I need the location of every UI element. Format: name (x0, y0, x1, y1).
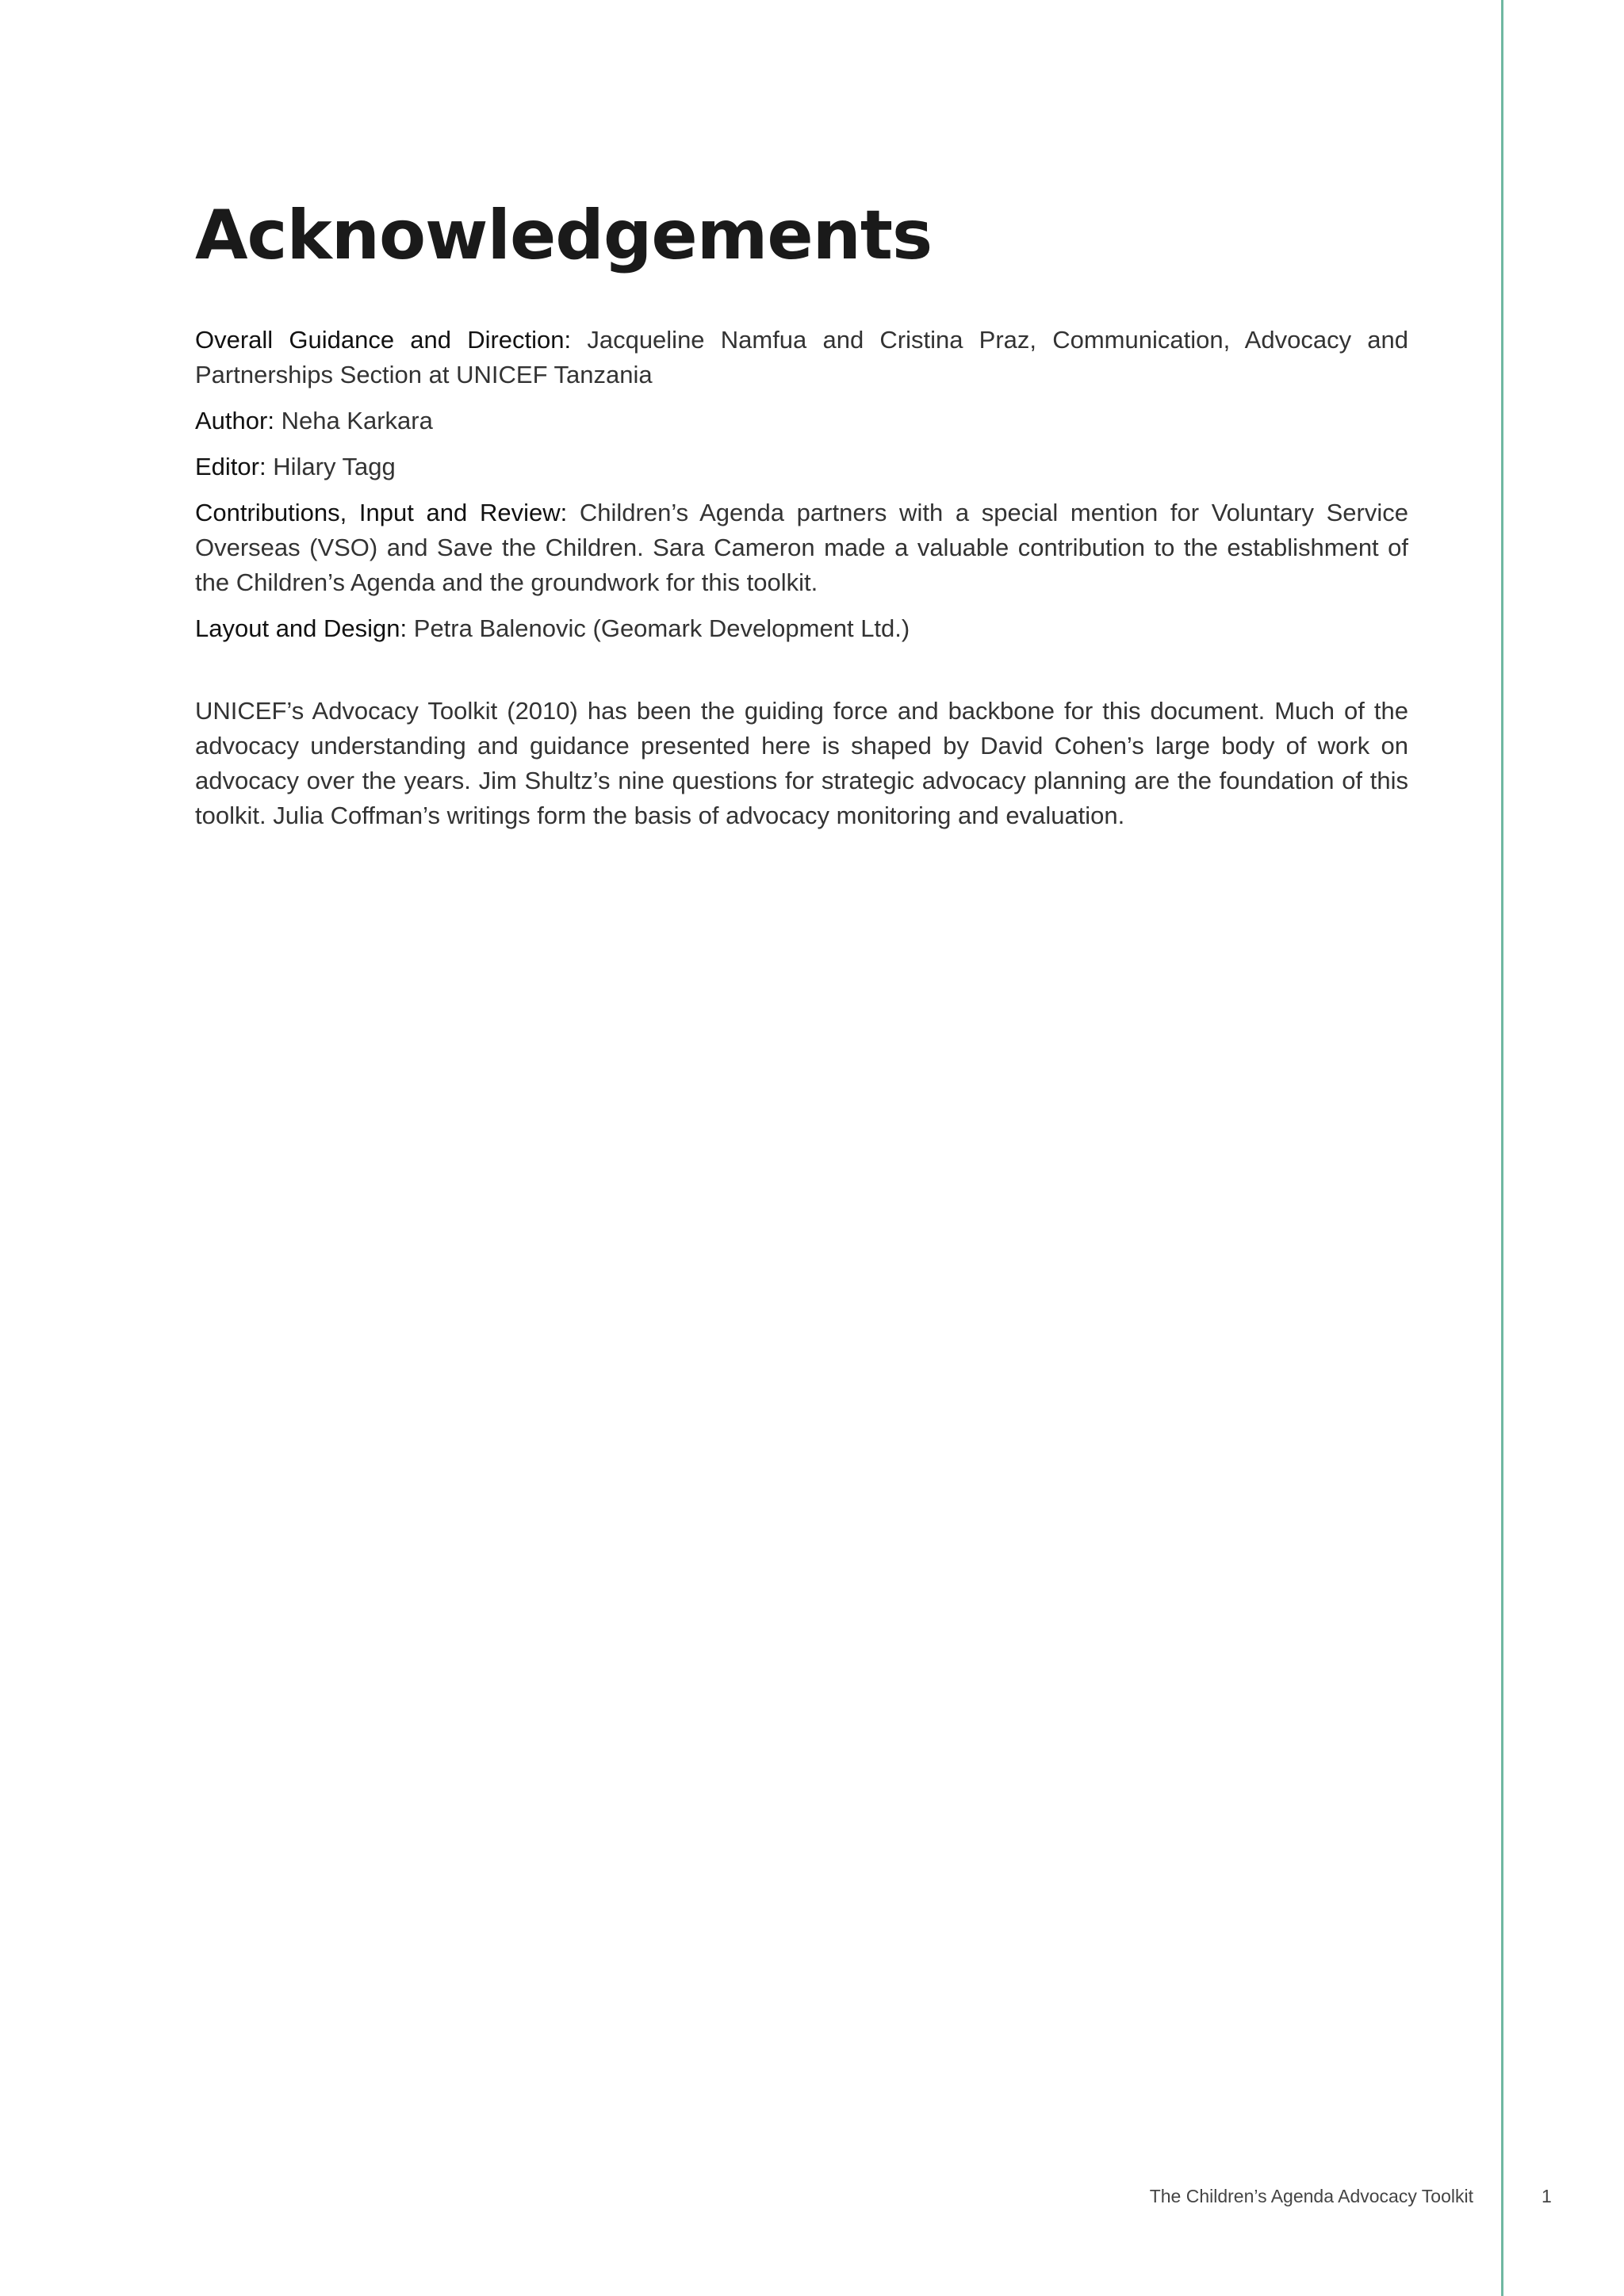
credit-author (195, 404, 1408, 438)
page-title: Acknowledgements (195, 196, 933, 275)
credit-separator: : (267, 406, 274, 434)
credit-layout-design (195, 611, 1408, 646)
credit-separator: : (564, 325, 572, 354)
credit-label: Layout and Design (195, 614, 400, 642)
footer-page-number: 1 (1542, 2186, 1552, 2206)
credit-label: Author (195, 406, 268, 434)
credit-editor (195, 450, 1408, 484)
credit-contributions (195, 496, 1408, 600)
credit-label: Contributions, Input and Review (195, 498, 561, 526)
credit-separator: : (400, 614, 408, 642)
credit-label: Overall Guidance and Direction (195, 325, 565, 354)
credit-separator: : (560, 498, 568, 526)
intro-paragraph: UNICEF’s Advocacy Toolkit (2010) has been the guiding force and backbone for this document. Much of the advocacy understanding and guidance presented here is shaped by David Cohen’s large body of work on advocacy over the years. Jim Shultz’s nine questions for strategic advocacy planning are the foundation of this toolkit. Julia Coffman’s writings form the basis of advocacy monitoring and evaluation. (195, 696, 1408, 829)
credit-text: Petra Balenovic (Geomark Development Ltd.) (407, 614, 910, 642)
credit-text: Jacqueline Namfua and Cristina Praz, Communication, Advocacy and Partnerships Section at UNICEF Tanzania (195, 325, 1408, 388)
credit-text: Neha Karkara (274, 406, 433, 434)
footer-document-title: The Children’s Agenda Advocacy Toolkit (1149, 2186, 1473, 2206)
page-content (195, 198, 1408, 833)
page-margin-rule (1501, 0, 1503, 2296)
credit-label: Editor: (195, 452, 266, 480)
credit-guidance (195, 323, 1408, 392)
credit-text: Children’s Agenda partners with a special mention for Voluntary Service Overseas (VSO) and Save the Children. Sara Cameron made a valuable contribution to the establishment of the Children’s Agenda and the groundwork for this toolkit. (195, 498, 1409, 596)
credit-text: Hilary Tagg (266, 452, 396, 480)
